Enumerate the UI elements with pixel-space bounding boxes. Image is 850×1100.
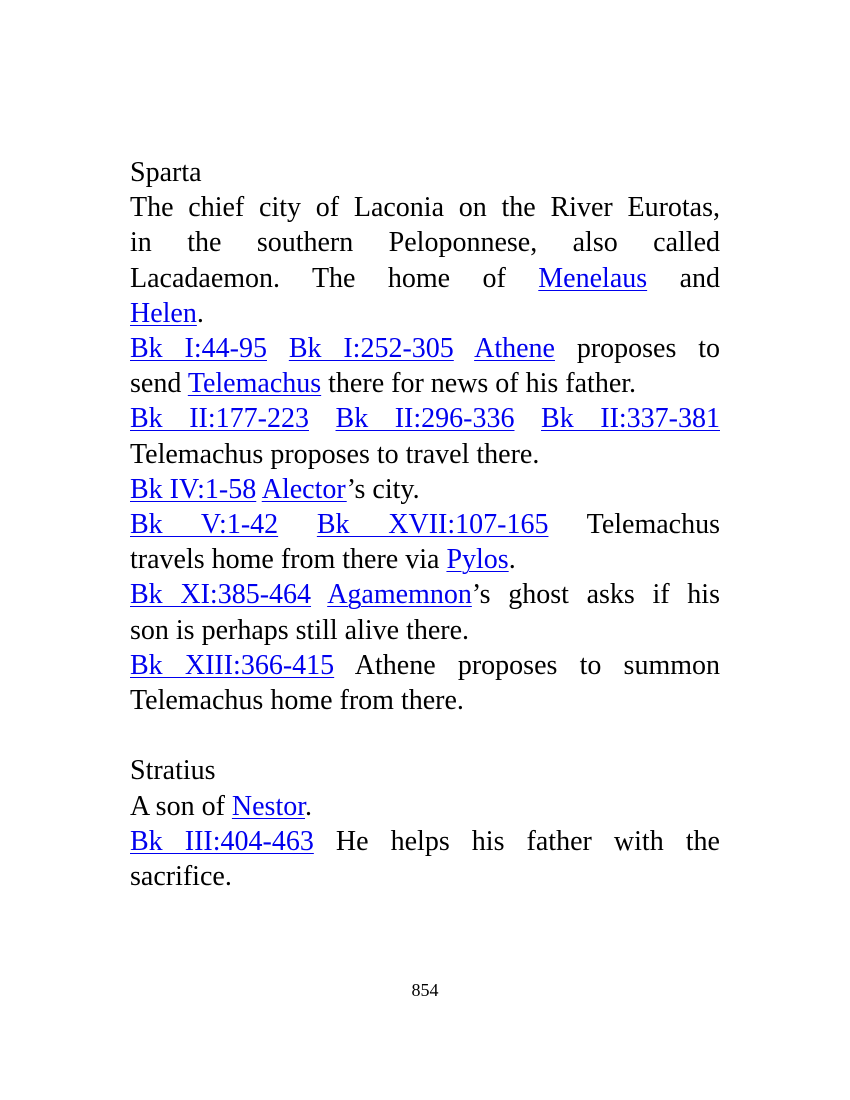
text-fragment: . xyxy=(196,297,204,329)
text-line: son is perhaps still alive there. xyxy=(130,614,470,646)
text-line xyxy=(130,577,720,612)
text-fragment: Athene proposes to summon xyxy=(334,649,720,681)
link-bk-xiii-366-415[interactable]: Bk XIII:366-415 xyxy=(130,649,335,681)
text-fragment: ’s city. xyxy=(346,473,420,505)
text-line xyxy=(130,366,720,401)
text-fragment: travels home from there via xyxy=(130,544,447,576)
link-nestor[interactable]: Nestor xyxy=(231,790,306,822)
text-fragment: ’s ghost asks if his xyxy=(471,579,720,611)
link-bk-xvii-107-165[interactable]: Bk XVII:107-165 xyxy=(316,509,549,541)
link-menelaus[interactable]: Menelaus xyxy=(538,262,648,294)
text-fragment: Telemachus xyxy=(548,509,720,541)
link-telemachus[interactable]: Telemachus xyxy=(187,368,322,400)
text-line xyxy=(130,401,720,436)
text-line: The chief city of Laconia on the River Eurotas, xyxy=(130,192,720,224)
entry-sparta xyxy=(130,155,720,718)
page-number: 854 xyxy=(411,980,439,1000)
text-line: Telemachus home from there. xyxy=(130,685,464,717)
text-fragment: proposes to xyxy=(554,333,721,365)
text-line xyxy=(130,542,720,577)
text-line xyxy=(130,507,720,542)
text-line xyxy=(130,296,720,331)
link-bk-ii-337-381[interactable]: Bk II:337-381 xyxy=(541,403,720,435)
entry-stratius xyxy=(130,753,720,894)
link-athene[interactable]: Athene xyxy=(474,333,555,365)
text-line xyxy=(130,824,720,859)
text-fragment: He helps his father with the xyxy=(313,825,720,857)
link-pylos[interactable]: Pylos xyxy=(446,544,509,576)
link-bk-ii-296-336[interactable]: Bk II:296-336 xyxy=(335,403,515,435)
text-fragment: . xyxy=(305,790,313,822)
text-line: sacrifice. xyxy=(130,861,232,893)
link-bk-xi-385-464[interactable]: Bk XI:385-464 xyxy=(130,579,312,611)
document-body xyxy=(130,155,720,894)
entry-heading: Stratius xyxy=(130,755,216,787)
text-fragment: and xyxy=(647,262,720,294)
entry-heading: Sparta xyxy=(130,157,202,188)
link-bk-i-252-305[interactable]: Bk I:252-305 xyxy=(288,333,454,365)
text-line: Telemachus proposes to travel there. xyxy=(130,438,540,470)
link-bk-ii-177-223[interactable]: Bk II:177-223 xyxy=(130,403,309,435)
text-line xyxy=(130,789,720,824)
link-helen[interactable]: Helen xyxy=(130,297,197,329)
text-fragment: there for news of his father. xyxy=(321,368,637,400)
link-bk-iv-1-58[interactable]: Bk IV:1-58 xyxy=(130,473,257,505)
text-line xyxy=(130,648,720,683)
text-fragment: . xyxy=(508,544,516,576)
text-line: in the southern Peloponnese, also called xyxy=(130,227,720,259)
text-fragment: Lacadaemon. The home of xyxy=(130,262,539,294)
text-fragment: A son of xyxy=(130,790,232,822)
link-bk-v-1-42[interactable]: Bk V:1-42 xyxy=(130,509,279,541)
link-bk-i-44-95[interactable]: Bk I:44-95 xyxy=(130,333,267,365)
text-line xyxy=(130,261,720,296)
text-line xyxy=(130,472,720,507)
link-alector[interactable]: Alector xyxy=(261,473,347,505)
link-agamemnon[interactable]: Agamemnon xyxy=(327,579,472,611)
text-fragment: send xyxy=(130,368,188,400)
entry-separator xyxy=(130,718,720,753)
text-line xyxy=(130,331,720,366)
link-bk-iii-404-463[interactable]: Bk III:404-463 xyxy=(130,825,314,857)
